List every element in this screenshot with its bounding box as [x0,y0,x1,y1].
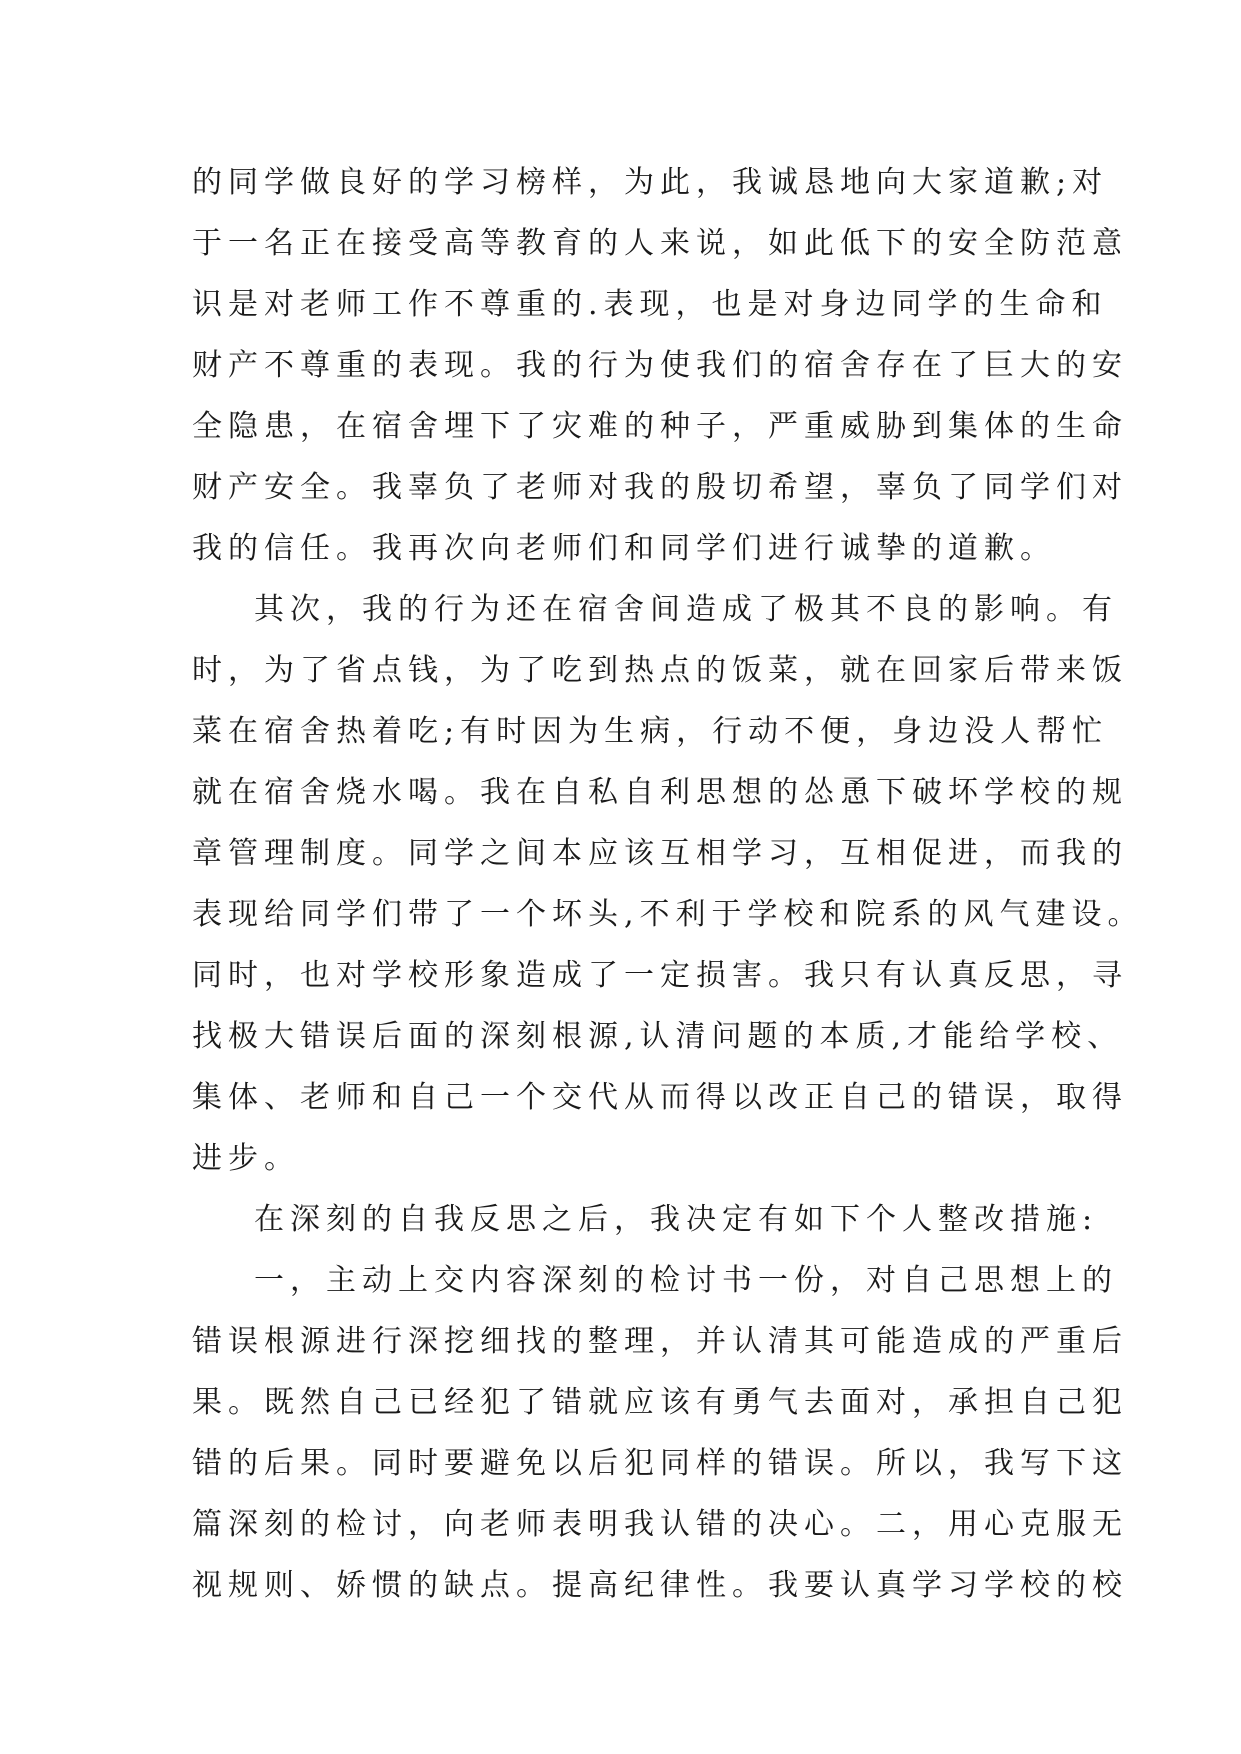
text-line: 就在宿舍烧水喝。我在自私自利思想的怂恿下破坏学校的规 [192,775,1128,810]
text-line: 我的信任。我再次向老师们和同学们进行诚挚的道歉。 [192,531,1056,566]
text-line: 视规则、娇惯的缺点。提高纪律性。我要认真学习学校的校 [192,1568,1128,1603]
text-line: 全隐患，在宿舍埋下了灾难的种子，严重威胁到集体的生命 [192,409,1128,444]
text-line: 的同学做良好的学习榜样，为此，我诚恳地向大家道歉;对 [192,165,1109,200]
text-line: 找极大错误后面的深刻根源,认清问题的本质,才能给学校、 [192,1019,1124,1054]
text-line: 篇深刻的检讨，向老师表明我认错的决心。二，用心克服无 [192,1507,1128,1542]
text-line: 时，为了省点钱，为了吃到热点的饭菜，就在回家后带来饭 [192,653,1128,688]
text-line: 进步。 [192,1141,300,1176]
paragraph-start-line: 一，主动上交内容深刻的检讨书一份，对自己思想上的 [254,1263,1118,1298]
text-line: 于一名正在接受高等教育的人来说，如此低下的安全防范意 [192,226,1128,261]
text-line: 集体、老师和自己一个交代从而得以改正自己的错误，取得 [192,1080,1128,1115]
text-line: 菜在宿舍热着吃;有时因为生病，行动不便，身边没人帮忙 [192,714,1109,749]
text-line: 错的后果。同时要避免以后犯同样的错误。所以，我写下这 [192,1446,1128,1481]
text-line: 表现给同学们带了一个坏头,不利于学校和院系的风气建设。 [192,897,1144,932]
text-line: 同时，也对学校形象造成了一定损害。我只有认真反思，寻 [192,958,1128,993]
paragraph-start-line: 其次，我的行为还在宿舍间造成了极其不良的影响。有 [254,592,1118,627]
paragraph-start-line: 在深刻的自我反思之后，我决定有如下个人整改措施: [254,1202,1099,1237]
text-line: 果。既然自己已经犯了错就应该有勇气去面对，承担自己犯 [192,1385,1128,1420]
text-line: 错误根源进行深挖细找的整理，并认清其可能造成的严重后 [192,1324,1128,1359]
text-line: 财产安全。我辜负了老师对我的殷切希望，辜负了同学们对 [192,470,1128,505]
text-line: 识是对老师工作不尊重的.表现，也是对身边同学的生命和 [192,287,1108,322]
text-line: 章管理制度。同学之间本应该互相学习，互相促进，而我的 [192,836,1128,871]
text-line: 财产不尊重的表现。我的行为使我们的宿舍存在了巨大的安 [192,348,1128,383]
body-text [192,152,1144,1616]
